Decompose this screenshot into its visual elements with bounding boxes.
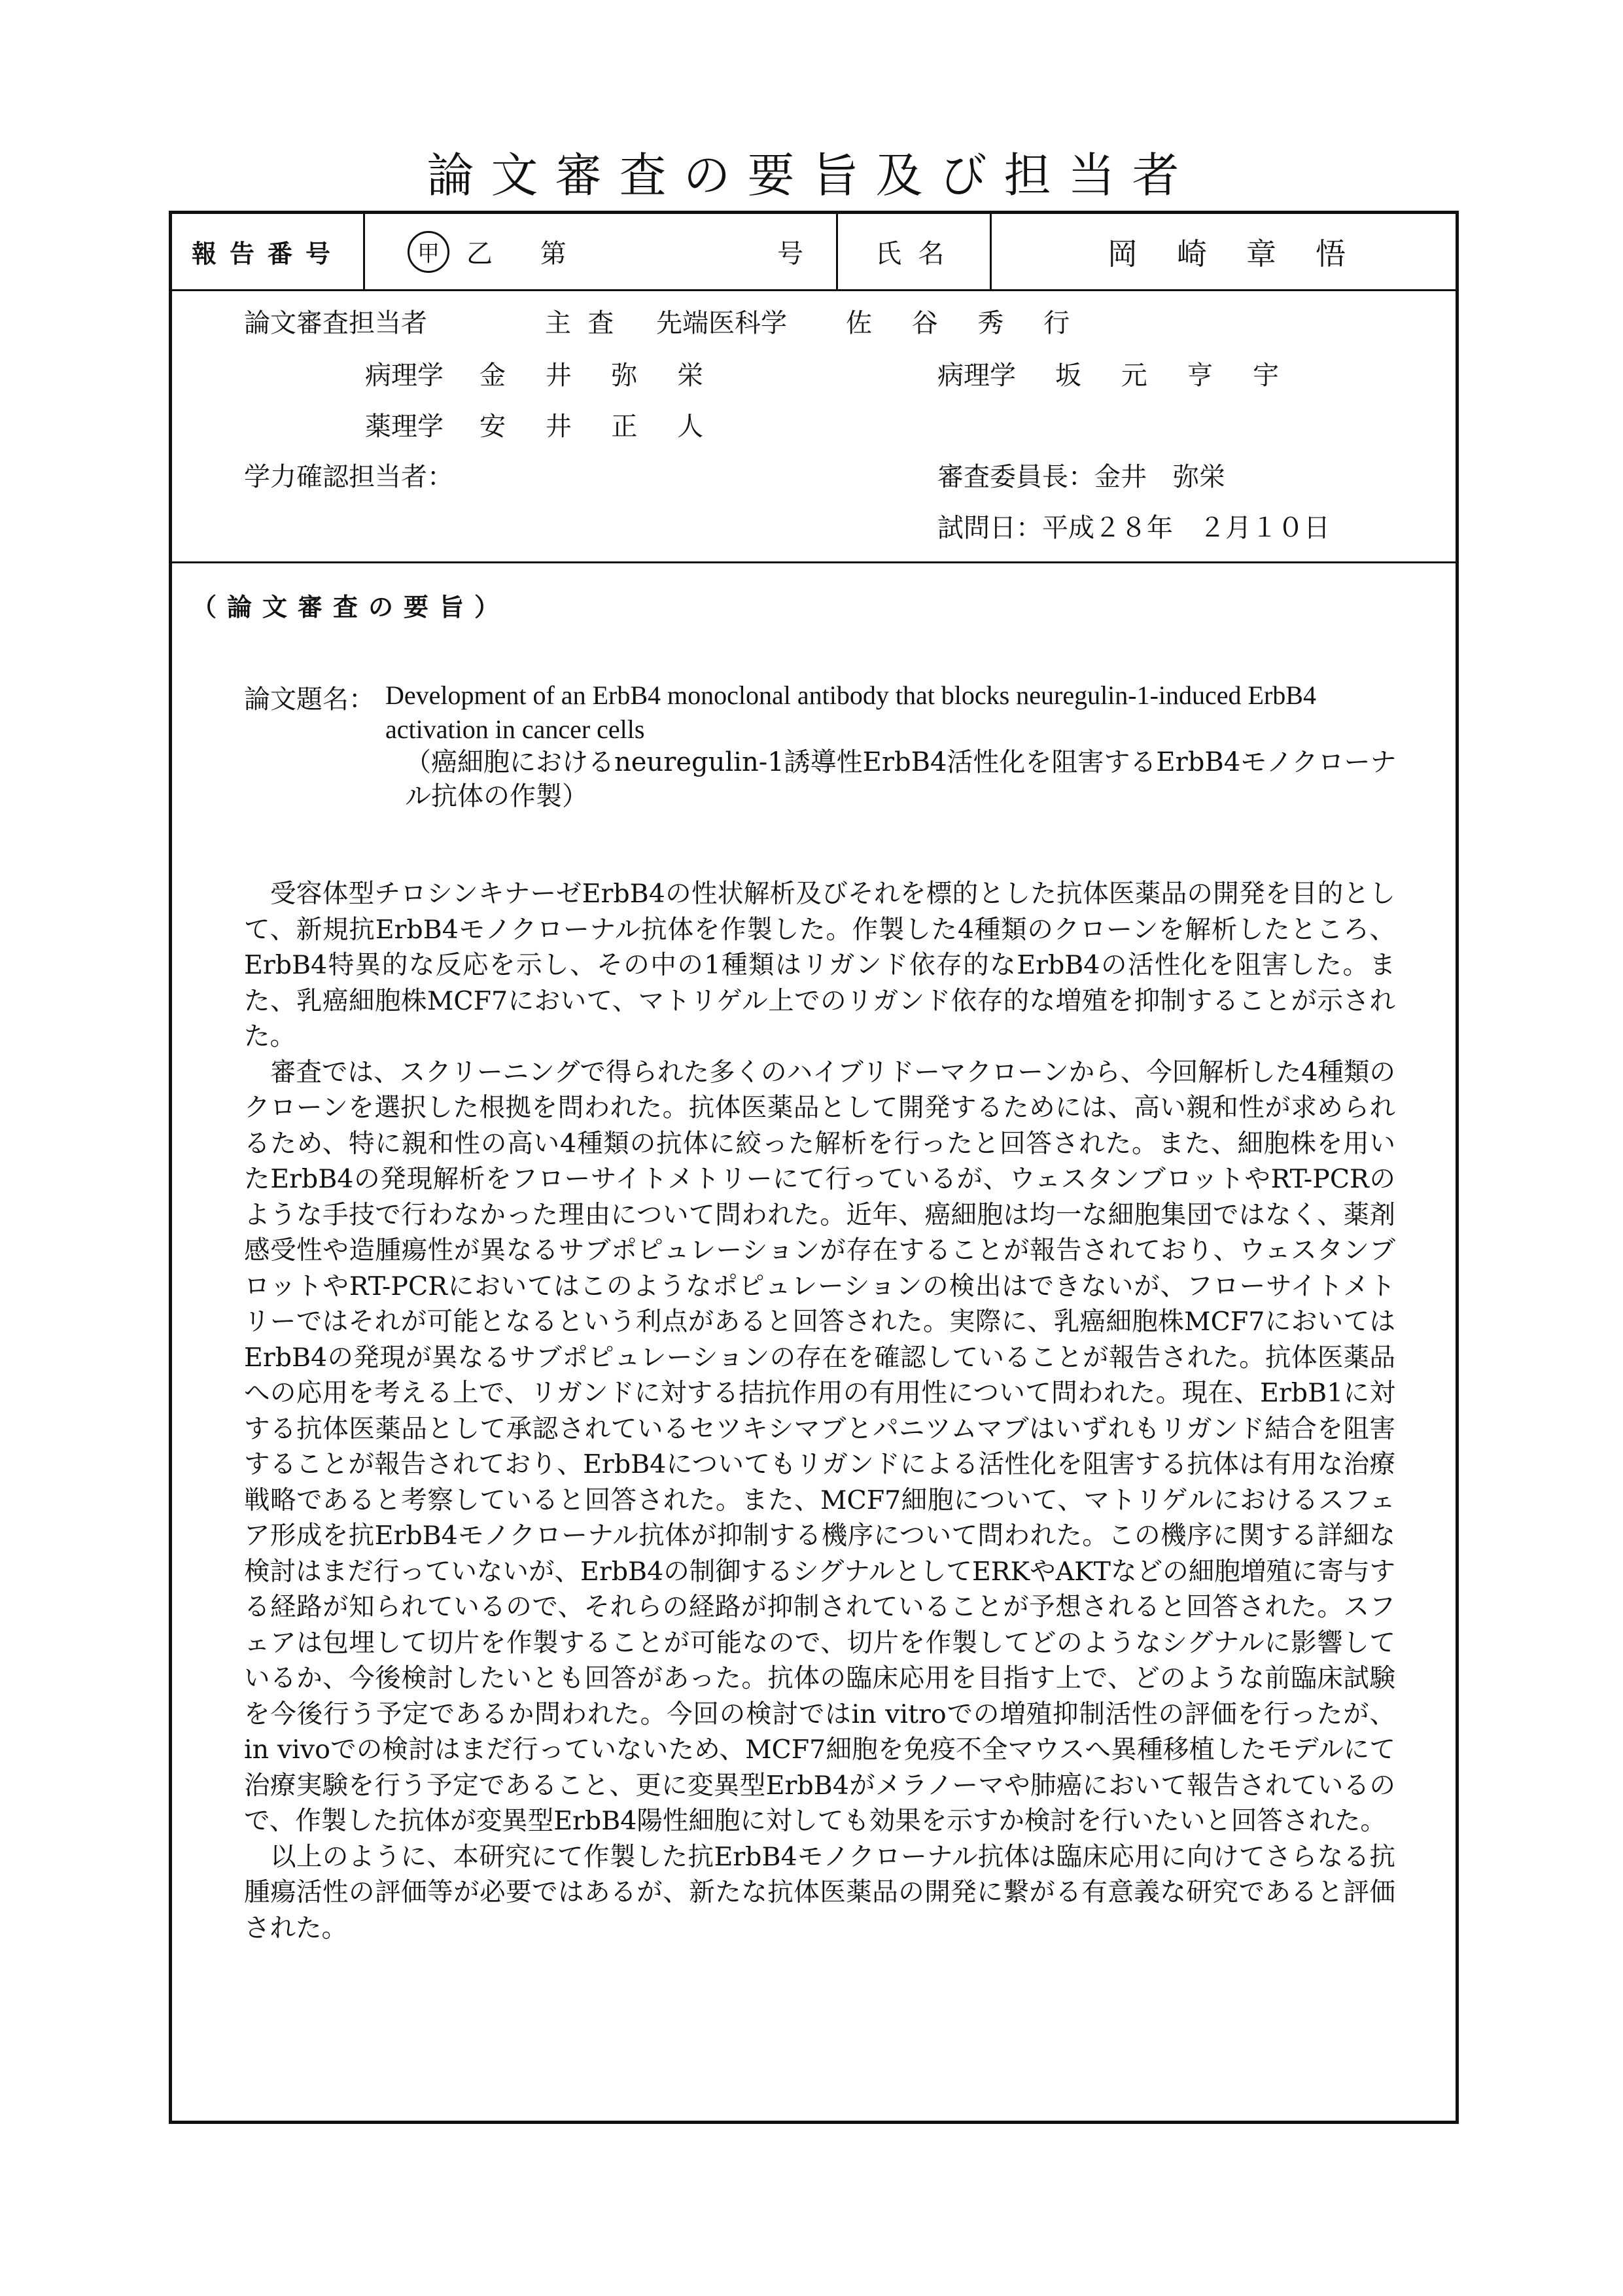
exam-date: 試問日：平成２８年 ２月１０日 <box>937 513 1330 543</box>
title-label: 論文題名： <box>244 684 375 715</box>
name-label: 氏 名 <box>875 239 945 269</box>
summary-paragraph: 以上のように、本研究にて作製した抗ErbB4モノクローナル抗体は臨床応用に向けてさらなる抗腫瘍活性の評価等が必要ではあるが、新たな抗体医薬品の開発に繋がる有意義な研究であると評価された。 <box>244 1841 1395 1943</box>
summary-paragraph: 受容体型チロシンキナーゼErbB4の性状解析及びそれを標的とした抗体医薬品の開発を目的として、新規抗ErbB4モノクローナル抗体を作製した。作製した4種類のクローンを解析したところ、ErbB4特異的な反応を示し、その中の1種類はリガンド依存的なErbB4の活性化を阻害した。また、乳癌細胞株MCF7において、マトリゲル上でのリガンド依存的な増殖を抑制することが示された。 <box>244 879 1395 1051</box>
member-name: 坂 元 亨 宇 <box>1055 361 1295 391</box>
applicant-name: 岡崎章悟 <box>1108 236 1385 272</box>
summary-heading: （論文審査の要旨） <box>192 593 510 622</box>
report-number-label: 報告番号 <box>191 239 343 268</box>
page-title: 論文審査の要旨及び担当者 <box>427 148 1196 203</box>
member-name: 金 井 弥 栄 <box>480 361 720 391</box>
member-dept: 薬理学 <box>365 412 444 442</box>
gou-label: 号 <box>777 239 803 269</box>
member-dept: 病理学 <box>937 361 1016 391</box>
otsu-dai: 乙 第 <box>466 239 586 269</box>
member-name: 安 井 正 人 <box>480 412 720 442</box>
review-form <box>169 211 1459 2124</box>
chief-dept: 先端医科学 <box>656 308 787 338</box>
summary-paragraph: 審査では、スクリーニングで得られた多くのハイブリドーマクローンから、今回解析した4種類のクローンを選択した根拠を問われた。抗体医薬品として開発するためには、高い親和性が求められるため、特に親和性の高い4種類の抗体に絞った解析を行ったと回答された。また、細胞株を用いたErbB4の発現解析をフローサイトメトリーにて行っているが、ウェスタンブロットやRT-PCRのような手技で行わなかった理由について問われた。近年、癌細胞は均一な細胞集団ではなく、薬剤感受性や造腫瘍性が異なるサブポピュレーションが存在することが報告されており、ウェスタンブロットやRT-PCRにおいてはこのようなポピュレーションの検出はできないが、フローサイトメトリーではそれが可能となるという利点があると回答された。実際に、乳癌細胞株MCF7においてはErbB4の発現が異なるサブポピュレーションの存在を確認していることが報告された。抗体医薬品への応用を考える上で、リガンドに対する拮抗作用の有用性について問われた。現在、ErbB1に対する抗体医薬品として承認されているセツキシマブとパニツムマブはいずれもリガンド結合を阻害することが報告されており、ErbB4についてもリガンドによる活性化を阻害する抗体は有用な治療戦略であると考察していると回答された。また、MCF7細胞について、マトリゲルにおけるスフェア形成を抗ErbB4モノクローナル抗体が抑制する機序について問われた。この機序に関する詳細な検討はまだ行っていないが、ErbB4の制御するシグナルとしてERKやAKTなどの細胞増殖に寄与する経路が知られているので、それらの経路が抑制されていることが予想されると回答された。スフェアは包埋して切片を作製することが可能なので、切片を作製してどのようなシグナルに影響しているか、今後検討したいとも回答があった。抗体の臨床応用を目指す上で、どのような前臨床試験を今後行う予定であるか問われた。今回の検討ではin vitroでの増殖抑制活性の評価を行ったが、in vivoでの検討はまだ行っていないため、MCF7細胞を免疫不全マウスへ異種移植したモデルにて治療実験を行う予定であること、更に変異型ErbB4がメラノーマや肺癌において報告されているので、作製した抗体が変異型ErbB4陽性細胞に対しても効果を示すか検討を行いたいと回答された。 <box>244 1057 1395 1836</box>
header-row <box>172 214 1456 291</box>
chief-name: 佐 谷 秀 行 <box>846 308 1086 338</box>
summary-body <box>244 876 1395 1946</box>
ability-label: 学力確認担当者： <box>244 462 453 492</box>
thesis-title-en: Development of an ErbB4 monoclonal antibody that blocks neuregulin-1-induced ErbB4 activation in cancer cells <box>385 680 1316 744</box>
thesis-title-ja: （癌細胞におけるneuregulin-1誘導性ErbB4活性化を阻害するErbB4モノクローナル抗体の作製） <box>405 747 1397 811</box>
chief-role: 主 査 <box>545 308 614 338</box>
examiners-label: 論文審査担当者 <box>244 308 427 338</box>
committee-chair: 審査委員長：金井 弥栄 <box>937 462 1225 492</box>
kou-circled: 甲 <box>408 231 449 273</box>
examiners-block <box>172 289 1456 563</box>
member-dept: 病理学 <box>365 361 444 391</box>
